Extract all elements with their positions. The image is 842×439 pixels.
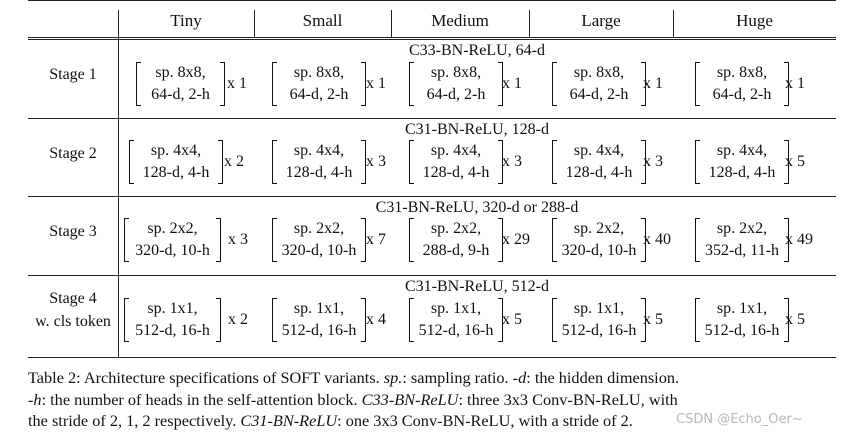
block-spec [695,62,789,106]
block-dims: 64-d, 2-h [289,86,349,103]
block-repeat: x 3 [502,153,522,170]
block-dims: 512-d, 16-h [281,322,357,339]
block-sampling: sp. 4x4, [430,142,482,159]
caption-line [28,367,828,389]
caption-line [28,389,828,411]
table-rule [28,118,836,119]
block-repeat: x 5 [502,311,522,328]
block-sampling: sp. 8x8, [573,64,625,81]
caption-term: -d [512,368,527,387]
block-repeat: x 7 [366,231,386,248]
caption-text: the stride of 2, 1, 2 respectively. [28,411,241,430]
column-header-small: Small [302,11,343,30]
caption-text: : the hidden dimension. [526,368,680,387]
block-spec [552,140,646,184]
block-spec [552,62,646,106]
stage-2-label: Stage 2 [49,145,97,162]
block-dims: 128-d, 4-h [285,164,353,181]
stage-3-label: Stage 3 [49,223,97,240]
caption-text: : sampling ratio. [402,368,513,387]
block-dims: 512-d, 16-h [135,322,210,339]
block-spec [272,218,366,262]
block-dims: 352-d, 11-h [704,242,780,259]
block-sampling: sp. 2x2, [716,220,768,237]
block-sampling: sp. 4x4, [293,142,345,159]
block-repeat: x 3 [366,153,386,170]
block-spec [695,140,789,184]
block-repeat: x 1 [785,75,805,92]
watermark: CSDN @Echo_Oer~ [676,412,803,427]
table-rule [28,357,836,358]
column-header-large: Large [581,11,621,30]
block-spec [695,298,789,342]
caption-text: : one 3x3 Conv-BN-ReLU, with a stride of 2. [337,411,633,430]
block-sampling: sp. 4x4, [150,142,202,159]
stage-1-stem: C33-BN-ReLU, 64-d [409,42,545,59]
block-spec [124,218,221,262]
block-sampling: sp. 2x2, [293,220,345,237]
block-dims: 288-d, 9-h [422,242,490,259]
block-repeat: x 1 [227,75,247,92]
column-header-medium: Medium [431,11,489,30]
block-spec [695,218,789,262]
caption-text: Table 2: Architecture specifications of SOFT variants. [28,368,384,387]
caption-term: C33-BN-ReLU [361,389,459,409]
block-repeat: x 4 [366,311,386,328]
block-repeat: x 1 [502,75,522,92]
table-rule [28,0,836,1]
stage-1-label: Stage 1 [49,66,97,83]
block-repeat: x 1 [643,75,663,92]
block-sampling: sp. 4x4, [573,142,625,159]
block-sampling: sp. 8x8, [716,64,768,81]
block-spec [409,298,503,342]
block-sampling: sp. 8x8, [293,64,345,81]
block-spec [272,298,366,342]
stage-4-label: Stage 4 [49,290,97,307]
block-repeat: x 5 [785,311,805,328]
block-spec [272,140,366,184]
block-spec [409,62,503,106]
block-repeat: x 40 [643,231,671,248]
block-repeat: x 2 [224,153,244,170]
block-spec [136,62,225,106]
block-spec [552,298,646,342]
stage-3-stem: C31-BN-ReLU, 320-d or 288-d [375,199,579,216]
block-repeat: x 1 [366,75,386,92]
block-dims: 128-d, 4-h [142,164,210,181]
caption-text: : the number of heads in the self-attention block. [41,389,362,409]
block-dims: 512-d, 16-h [704,322,780,339]
block-spec [272,62,366,106]
caption-text: : three 3x3 Conv-BN-ReLU, with [458,389,678,409]
block-dims: 320-d, 10-h [561,242,637,259]
table-rule [28,275,836,276]
block-spec [552,218,646,262]
block-spec [409,218,503,262]
column-header-tiny: Tiny [170,11,202,30]
block-sampling: sp. 2x2, [573,220,625,237]
architecture-table [28,0,836,358]
block-repeat: x 2 [228,311,248,328]
block-sampling: sp. 2x2, [147,220,198,237]
block-dims: 128-d, 4-h [565,164,633,181]
block-dims: 64-d, 2-h [712,86,772,103]
block-sampling: sp. 1x1, [716,300,768,317]
block-dims: 128-d, 4-h [708,164,776,181]
block-dims: 320-d, 10-h [281,242,357,259]
block-dims: 64-d, 2-h [569,86,629,103]
block-spec [409,140,503,184]
block-sampling: sp. 1x1, [573,300,625,317]
column-header-huge: Huge [736,11,773,30]
block-sampling: sp. 8x8, [430,64,482,81]
block-sampling: sp. 4x4, [716,142,768,159]
block-sampling: sp. 1x1, [293,300,345,317]
table-rule [28,37,836,38]
block-sampling: sp. 1x1, [430,300,482,317]
caption-term: sp. [383,368,403,387]
stage-2-stem: C31-BN-ReLU, 128-d [405,121,549,138]
block-sampling: sp. 8x8, [155,64,206,81]
block-repeat: x 49 [785,231,813,248]
block-dims: 320-d, 10-h [135,242,210,259]
table-rule [28,39,836,40]
block-repeat: x 29 [502,231,530,248]
block-repeat: x 3 [643,153,663,170]
block-sampling: sp. 1x1, [147,300,198,317]
block-sampling: sp. 2x2, [430,220,482,237]
block-repeat: x 5 [643,311,663,328]
block-spec [124,298,221,342]
block-repeat: x 3 [228,231,248,248]
table-rule [28,196,836,197]
block-repeat: x 5 [785,153,805,170]
caption-term: C31-BN-ReLU [240,411,338,430]
stage-4-stem: C31-BN-ReLU, 512-d [405,278,549,295]
block-dims: 512-d, 16-h [561,322,637,339]
block-dims: 64-d, 2-h [426,86,486,103]
block-spec [129,140,223,184]
table-column-divider [118,10,119,357]
stage-4-sublabel: w. cls token [35,313,111,330]
block-dims: 512-d, 16-h [418,322,494,339]
block-dims: 64-d, 2-h [151,86,210,103]
block-dims: 128-d, 4-h [422,164,490,181]
caption-term: -h [28,389,42,409]
